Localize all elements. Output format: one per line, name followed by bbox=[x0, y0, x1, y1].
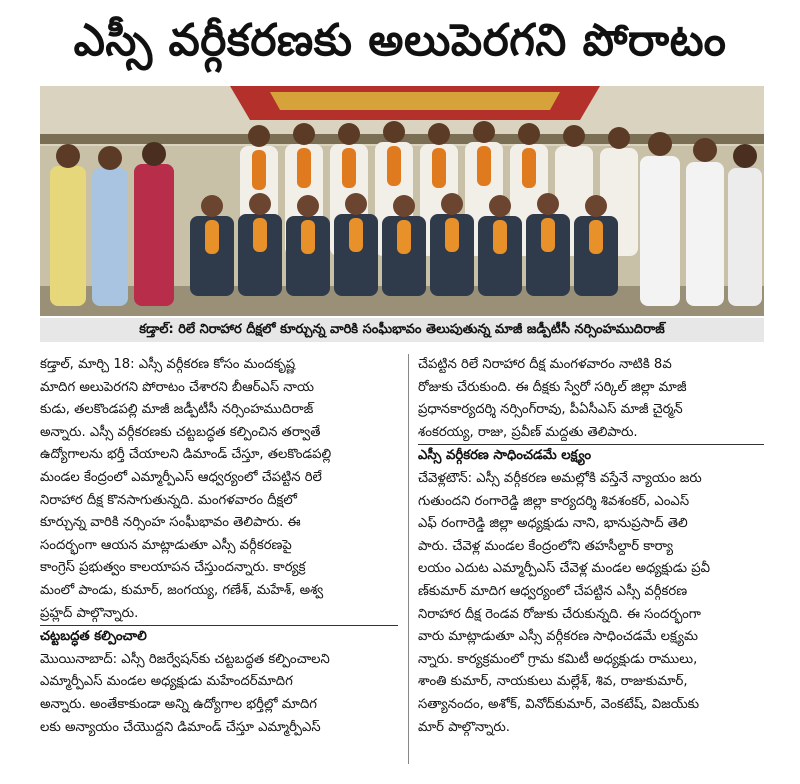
text-line: గుతుందని రంగారెడ్డి జిల్లా కార్యదర్శి శివశంకర్, ఎంఎస్ bbox=[418, 493, 690, 509]
text-line: ప్రహ్లద్ పాల్గొన్నారు. bbox=[40, 605, 139, 621]
text-line: శాంతి కుమార్, నాయకులు మల్లేశ్, శివ, రాజుకుమార్, bbox=[418, 674, 688, 690]
text-line: చేపట్టిన రిలే నిరాహార దీక్ష మంగళవారం నాటికి 8వ bbox=[418, 357, 672, 372]
text-line: లకు అన్యాయం చేయొద్దని డిమాండ్ చేస్తూ ఎమ్మార్పీఎస్ bbox=[40, 719, 321, 735]
photo-caption: కడ్తాల్: రిలే నిరాహార దీక్షలో కూర్చున్న వారికి సంఘీభావం తెలుపుతున్న మాజీ జడ్పీటీసీ నర్సింహముదిరాజ్ bbox=[40, 318, 764, 342]
text-line: మాదిగ అలుపెరగని పోరాటం చేశారని బీఆర్ఎస్ నాయ bbox=[40, 379, 314, 395]
text-line: ఎఫ్ రంగారెడ్డి జిల్లా అధ్యక్షుడు నాని, భానుప్రసాద్ తెలి bbox=[418, 516, 688, 532]
text-line: వారు మాట్లాడుతూ ఎస్సీ వర్గీకరణ సాధించడమే లక్ష్యమ bbox=[418, 629, 698, 645]
text-line: ఉద్యోగాలను భర్తీ చేయాలని డిమాండ్ చేస్తూ, తలకొండపల్లి bbox=[40, 447, 332, 463]
text-line: కుడు, తలకొండపల్లి మాజీ జడ్పీటీసీ నర్సింహముదిరాజ్ bbox=[40, 402, 314, 418]
article-right-column bbox=[418, 354, 764, 739]
headline: ఎస్సీ వర్గీకరణకు అలుపెరగని పోరాటం bbox=[73, 15, 727, 66]
text-line: అన్నారు. ఎస్సీ వర్గీకరణకు చట్టబద్ధత కల్పించిన తర్వాతే bbox=[40, 424, 321, 440]
text-line: రోజుకు చేరుకుంది. ఈ దీక్షకు స్వేరో సర్కిల్ జిల్లా మాజీ bbox=[418, 379, 687, 395]
text-line: సందర్భంగా ఆయన మాట్లాడుతూ ఎస్సీ వర్గీకరణపై bbox=[40, 537, 292, 553]
text-line: చేవెళ్లటౌన్: ఎస్సీ వర్గీకరణ అమల్లోకి వస్తేనే న్యాయం జరు bbox=[418, 470, 702, 486]
text-line: కడ్తాల్, మార్చి 18: ఎస్సీ వర్గీకరణ కోసం మందకృష్ణ bbox=[40, 357, 296, 372]
text-line: న్నారు. కార్యక్రమంలో గ్రామ కమిటీ అధ్యక్షుడు రాములు, bbox=[418, 651, 698, 667]
text-line: లయం ఎదుట ఎమ్మార్పీఎస్ చేవెళ్ల మండల అధ్యక్షుడు ప్రవీ bbox=[418, 561, 711, 577]
text-line: ఎమ్మార్పీఎస్ మండల అధ్యక్షుడు మహేందర్‌మాదిగ bbox=[40, 674, 293, 690]
article-left-column bbox=[40, 354, 398, 739]
text-line: అన్నారు. అంతేకాకుండా అన్ని ఉద్యోగాల భర్తీల్లో మాదిగ bbox=[40, 696, 317, 712]
text-line: మండల కేంద్రంలో ఎమ్మార్పీఎస్ ఆధ్వర్యంలో చేపట్టిన రిలే bbox=[40, 469, 322, 485]
text-line: నిరాహార దీక్ష రెండవ రోజుకు చేరుకున్నది. ఈ సందర్భంగా bbox=[418, 606, 701, 622]
text-line: శంకరయ్య, రాజు, ప్రవీణ్ మద్దతు తెలిపారు. bbox=[418, 424, 638, 440]
text-line: మొయినాబాద్: ఎస్సీ రిజర్వేషన్‌కు చట్టబద్ధత కల్పించాలని bbox=[40, 651, 330, 667]
subheading: ఎస్సీ వర్గీకరణ సాధించడమే లక్ష్యం bbox=[418, 444, 764, 468]
text-line: నిరాహార దీక్ష కొనసాగుతున్నది. మంగళవారం దీక్షలో bbox=[40, 492, 297, 508]
text-line: పారు. చేవెళ్ల మండల కేంద్రంలోని తహసీల్దార్ కార్యా bbox=[418, 538, 674, 554]
subheading: చట్టబద్ధత కల్పించాలి bbox=[40, 625, 398, 649]
text-line: మంలో పాండు, కుమార్, జంగయ్య, గణేశ్, మహేశ్, అశ్వ bbox=[40, 582, 324, 598]
column-divider bbox=[408, 354, 409, 764]
text-line: కాంగ్రెస్ ప్రభుత్వం కాలయాపన చేస్తుందన్నారు. కార్యక్ర bbox=[40, 560, 306, 576]
text-line: ణ్‌కుమార్ మాదిగ ఆధ్వర్యంలో చేపట్టిన ఎస్సీ వర్గీకరణ bbox=[418, 583, 688, 599]
text-line: ప్రధానకార్యదర్శి నర్సింగ్‌రావు, పీఏసీఎస్ మాజీ చైర్మన్ bbox=[418, 402, 683, 418]
news-photo bbox=[40, 86, 764, 316]
text-line: కూర్చున్న వారికి నర్సింహ సంఘీభావం తెలిపారు. ఈ bbox=[40, 515, 301, 531]
text-line: మార్ పాల్గొన్నారు. bbox=[418, 719, 510, 735]
text-line: సత్యానందం, అశోక్, వినోద్‌కుమార్, వెంకటేష్, విజయ్‌కు bbox=[418, 696, 700, 712]
